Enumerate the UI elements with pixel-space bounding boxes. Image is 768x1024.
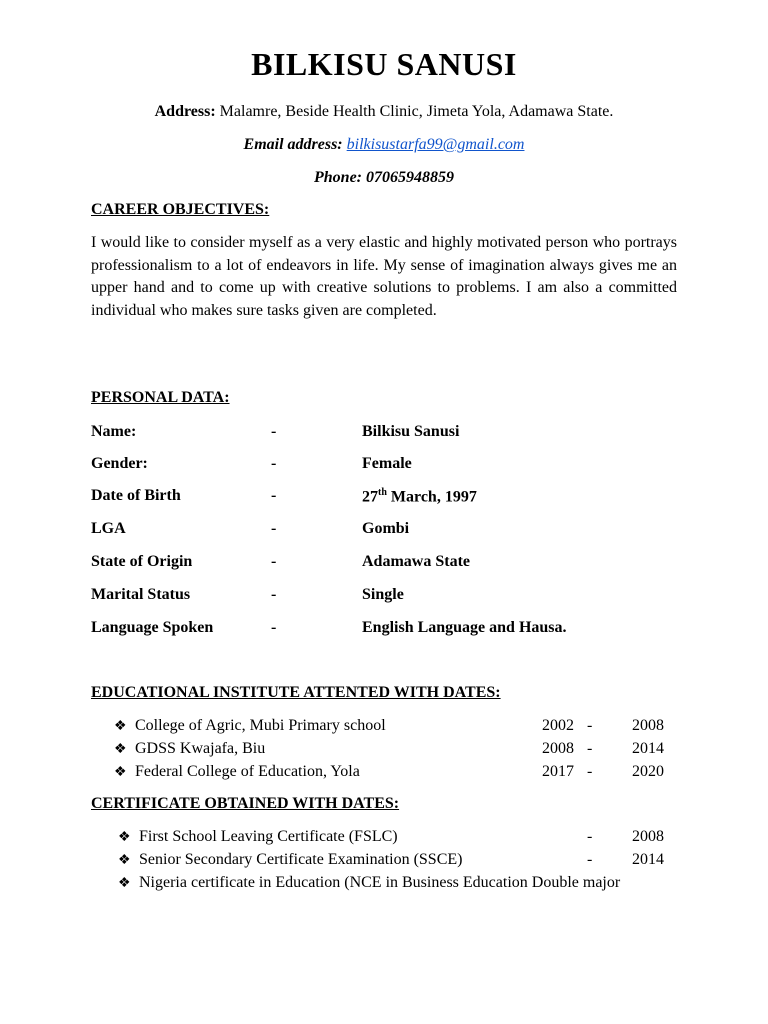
row-label: LGA — [91, 520, 126, 537]
row-dash: - — [271, 586, 277, 603]
personal-row-marital — [91, 586, 677, 608]
email-link[interactable]: bilkisustarfa99@gmail.com — [346, 136, 525, 153]
row-label: Marital Status — [91, 586, 191, 603]
address-label: Address: — [154, 103, 216, 120]
row-dash: - — [271, 619, 277, 636]
personal-row-gender — [91, 455, 677, 477]
diamond-bullet-icon: ❖ — [118, 830, 131, 845]
certificate-item — [118, 828, 674, 850]
start-year: 2017 — [542, 763, 574, 780]
education-heading: EDUCATIONAL INSTITUTE ATTENTED WITH DATES: — [91, 684, 501, 701]
year-dash: - — [587, 828, 593, 845]
row-value: Female — [362, 455, 412, 472]
row-label: Language Spoken — [91, 619, 214, 636]
dob-suffix: th — [378, 487, 387, 498]
education-item — [114, 740, 674, 762]
year-dash: - — [587, 717, 593, 734]
row-label: Gender: — [91, 455, 148, 472]
resume-name: BILKISU SANUSI — [251, 46, 517, 82]
personal-row-lga — [91, 520, 677, 542]
diamond-bullet-icon: ❖ — [114, 742, 127, 757]
row-label: State of Origin — [91, 553, 193, 570]
row-label: Date of Birth — [91, 487, 181, 504]
dob-rest: March, 1997 — [386, 488, 477, 506]
career-objectives-heading: CAREER OBJECTIVES: — [91, 201, 270, 218]
certificate-item — [118, 874, 674, 896]
row-label: Name: — [91, 423, 137, 440]
certificate-name: Nigeria certificate in Education (NCE in Business Education Double major — [139, 874, 621, 891]
diamond-bullet-icon: ❖ — [114, 765, 127, 780]
end-year: 2014 — [632, 740, 664, 757]
start-year: 2008 — [542, 740, 574, 757]
certificates-heading: CERTIFICATE OBTAINED WITH DATES: — [91, 795, 400, 812]
school-name: Federal College of Education, Yola — [135, 763, 360, 780]
personal-data-heading: PERSONAL DATA: — [91, 389, 230, 406]
personal-row-dob — [91, 487, 677, 509]
row-value: Bilkisu Sanusi — [362, 423, 460, 440]
phone-line: Phone: 07065948859 — [314, 169, 454, 186]
career-objectives-text: I would like to consider myself as a very elastic and highly motivated person who portrays professionalism to a lot of endeavors in life. My sense of imagination always gives me an upper hand and to come up with creative solutions to problems. I am also a committed individual who makes sure tasks given are completed. — [91, 234, 677, 319]
year-dash: - — [587, 740, 593, 757]
year-dash: - — [587, 851, 593, 868]
dob-day: 27 — [362, 488, 378, 506]
row-dash: - — [271, 423, 277, 440]
row-dash: - — [271, 455, 277, 472]
end-year: 2008 — [632, 717, 664, 734]
diamond-bullet-icon: ❖ — [118, 853, 131, 868]
row-value: Single — [362, 586, 404, 603]
year-dash: - — [587, 763, 593, 780]
end-year: 2020 — [632, 763, 664, 780]
diamond-bullet-icon: ❖ — [114, 719, 127, 734]
certificate-year: 2008 — [632, 828, 664, 845]
personal-row-language — [91, 619, 677, 641]
education-item — [114, 717, 674, 739]
row-value: English Language and Hausa. — [362, 619, 567, 636]
start-year: 2002 — [542, 717, 574, 734]
education-item — [114, 763, 674, 785]
row-value — [362, 487, 477, 506]
address-line — [0, 103, 768, 121]
row-value: Adamawa State — [362, 553, 470, 570]
email-line — [0, 136, 768, 154]
personal-row-state — [91, 553, 677, 575]
school-name: College of Agric, Mubi Primary school — [135, 717, 386, 734]
address-value: Malamre, Beside Health Clinic, Jimeta Yola, Adamawa State. — [215, 103, 614, 120]
certificate-year: 2014 — [632, 851, 664, 868]
personal-row-name — [91, 423, 677, 445]
row-dash: - — [271, 487, 277, 504]
email-label: Email address: — [243, 136, 347, 153]
row-dash: - — [271, 520, 277, 537]
certificate-name: Senior Secondary Certificate Examination (SSCE) — [139, 851, 463, 868]
certificate-item — [118, 851, 674, 873]
school-name: GDSS Kwajafa, Biu — [135, 740, 266, 757]
row-dash: - — [271, 553, 277, 570]
certificate-name: First School Leaving Certificate (FSLC) — [139, 828, 398, 845]
row-value: Gombi — [362, 520, 410, 537]
diamond-bullet-icon: ❖ — [118, 876, 131, 891]
